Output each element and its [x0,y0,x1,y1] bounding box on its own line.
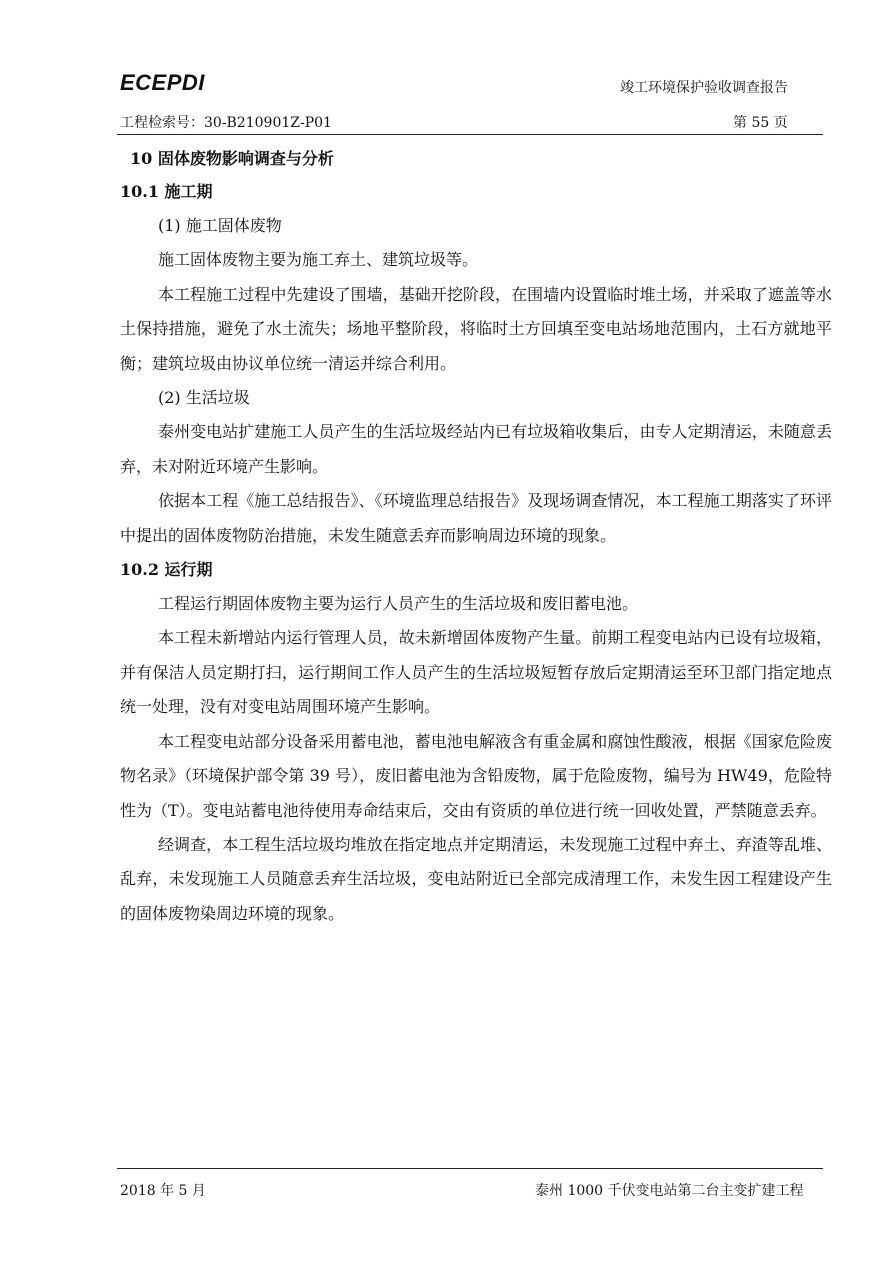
paragraph: 经调查，本工程生活垃圾均堆放在指定地点并定期清运，未发现施工过程中弃土、弃渣等乱堆、乱弃，未发现施工人员随意丢弃生活垃圾，变电站附近已全部完成清理工作，未发生因工程建设产生的固体废物染周边环境的现象。 [120,834,832,923]
document-body [120,143,832,931]
paragraph: 本工程未新增站内运行管理人员，故未新增固体废物产生量。前期工程变电站内已设有垃圾箱，并有保洁人员定期打扫，运行期间工作人员产生的生活垃圾短暂存放后定期清运至环卫部门指定地点统一处理，没有对变电站周围环境产生影响。 [120,628,832,717]
paragraph: (1) 施工固体废物 [158,216,282,235]
paragraph: 施工固体废物主要为施工弃土、建筑垃圾等。 [158,250,479,270]
paragraph: 本工程变电站部分设备采用蓄电池，蓄电池电解液含有重金属和腐蚀性酸液，根据《国家危险废物名录》（环境保护部令第 39 号），废旧蓄电池为含铅废物，属于危险废物，编号为 HW49，危险特性为（T）。变电站蓄电池待使用寿命结束后，交由有资质的单位进行统一回收处置，严禁随意丢弃。 [120,731,832,820]
section-heading-operation: 10.2 运行期 [120,560,213,580]
page-number: 第 55 页 [733,115,788,131]
company-logo: ECEPDI [120,70,205,95]
paragraph: 工程运行期固体废物主要为运行人员产生的生活垃圾和废旧蓄电池。 [158,594,639,614]
footer-date: 2018 年 5 月 [120,1183,206,1199]
chapter-title: 10 固体废物影响调查与分析 [130,149,334,168]
paragraph: 本工程施工过程中先建设了围墙，基础开挖阶段，在围墙内设置临时堆土场，并采取了遮盖等水土保持措施，避免了水土流失；场地平整阶段，将临时土方回填至变电站场地范围内，土石方就地平衡；建筑垃圾由协议单位统一清运并综合利用。 [120,284,832,373]
project-index-number: 工程检索号：30-B210901Z-P01 [120,115,332,131]
report-title: 竣工环境保护验收调查报告 [620,80,788,96]
paragraph: (2) 生活垃圾 [158,388,250,408]
section-heading-construction: 10.1 施工期 [120,182,213,201]
footer-project-name: 泰州 1000 千伏变电站第二台主变扩建工程 [535,1183,804,1199]
footer-divider [117,1168,823,1169]
paragraph: 依据本工程《施工总结报告》、《环境监理总结报告》及现场调查情况，本工程施工期落实了环评中提出的固体废物防治措施，未发生随意丢弃而影响周边环境的现象。 [120,491,832,545]
header-divider [117,134,823,135]
paragraph: 泰州变电站扩建施工人员产生的生活垃圾经站内已有垃圾箱收集后，由专人定期清运，未随意丢弃，未对附近环境产生影响。 [120,422,832,476]
